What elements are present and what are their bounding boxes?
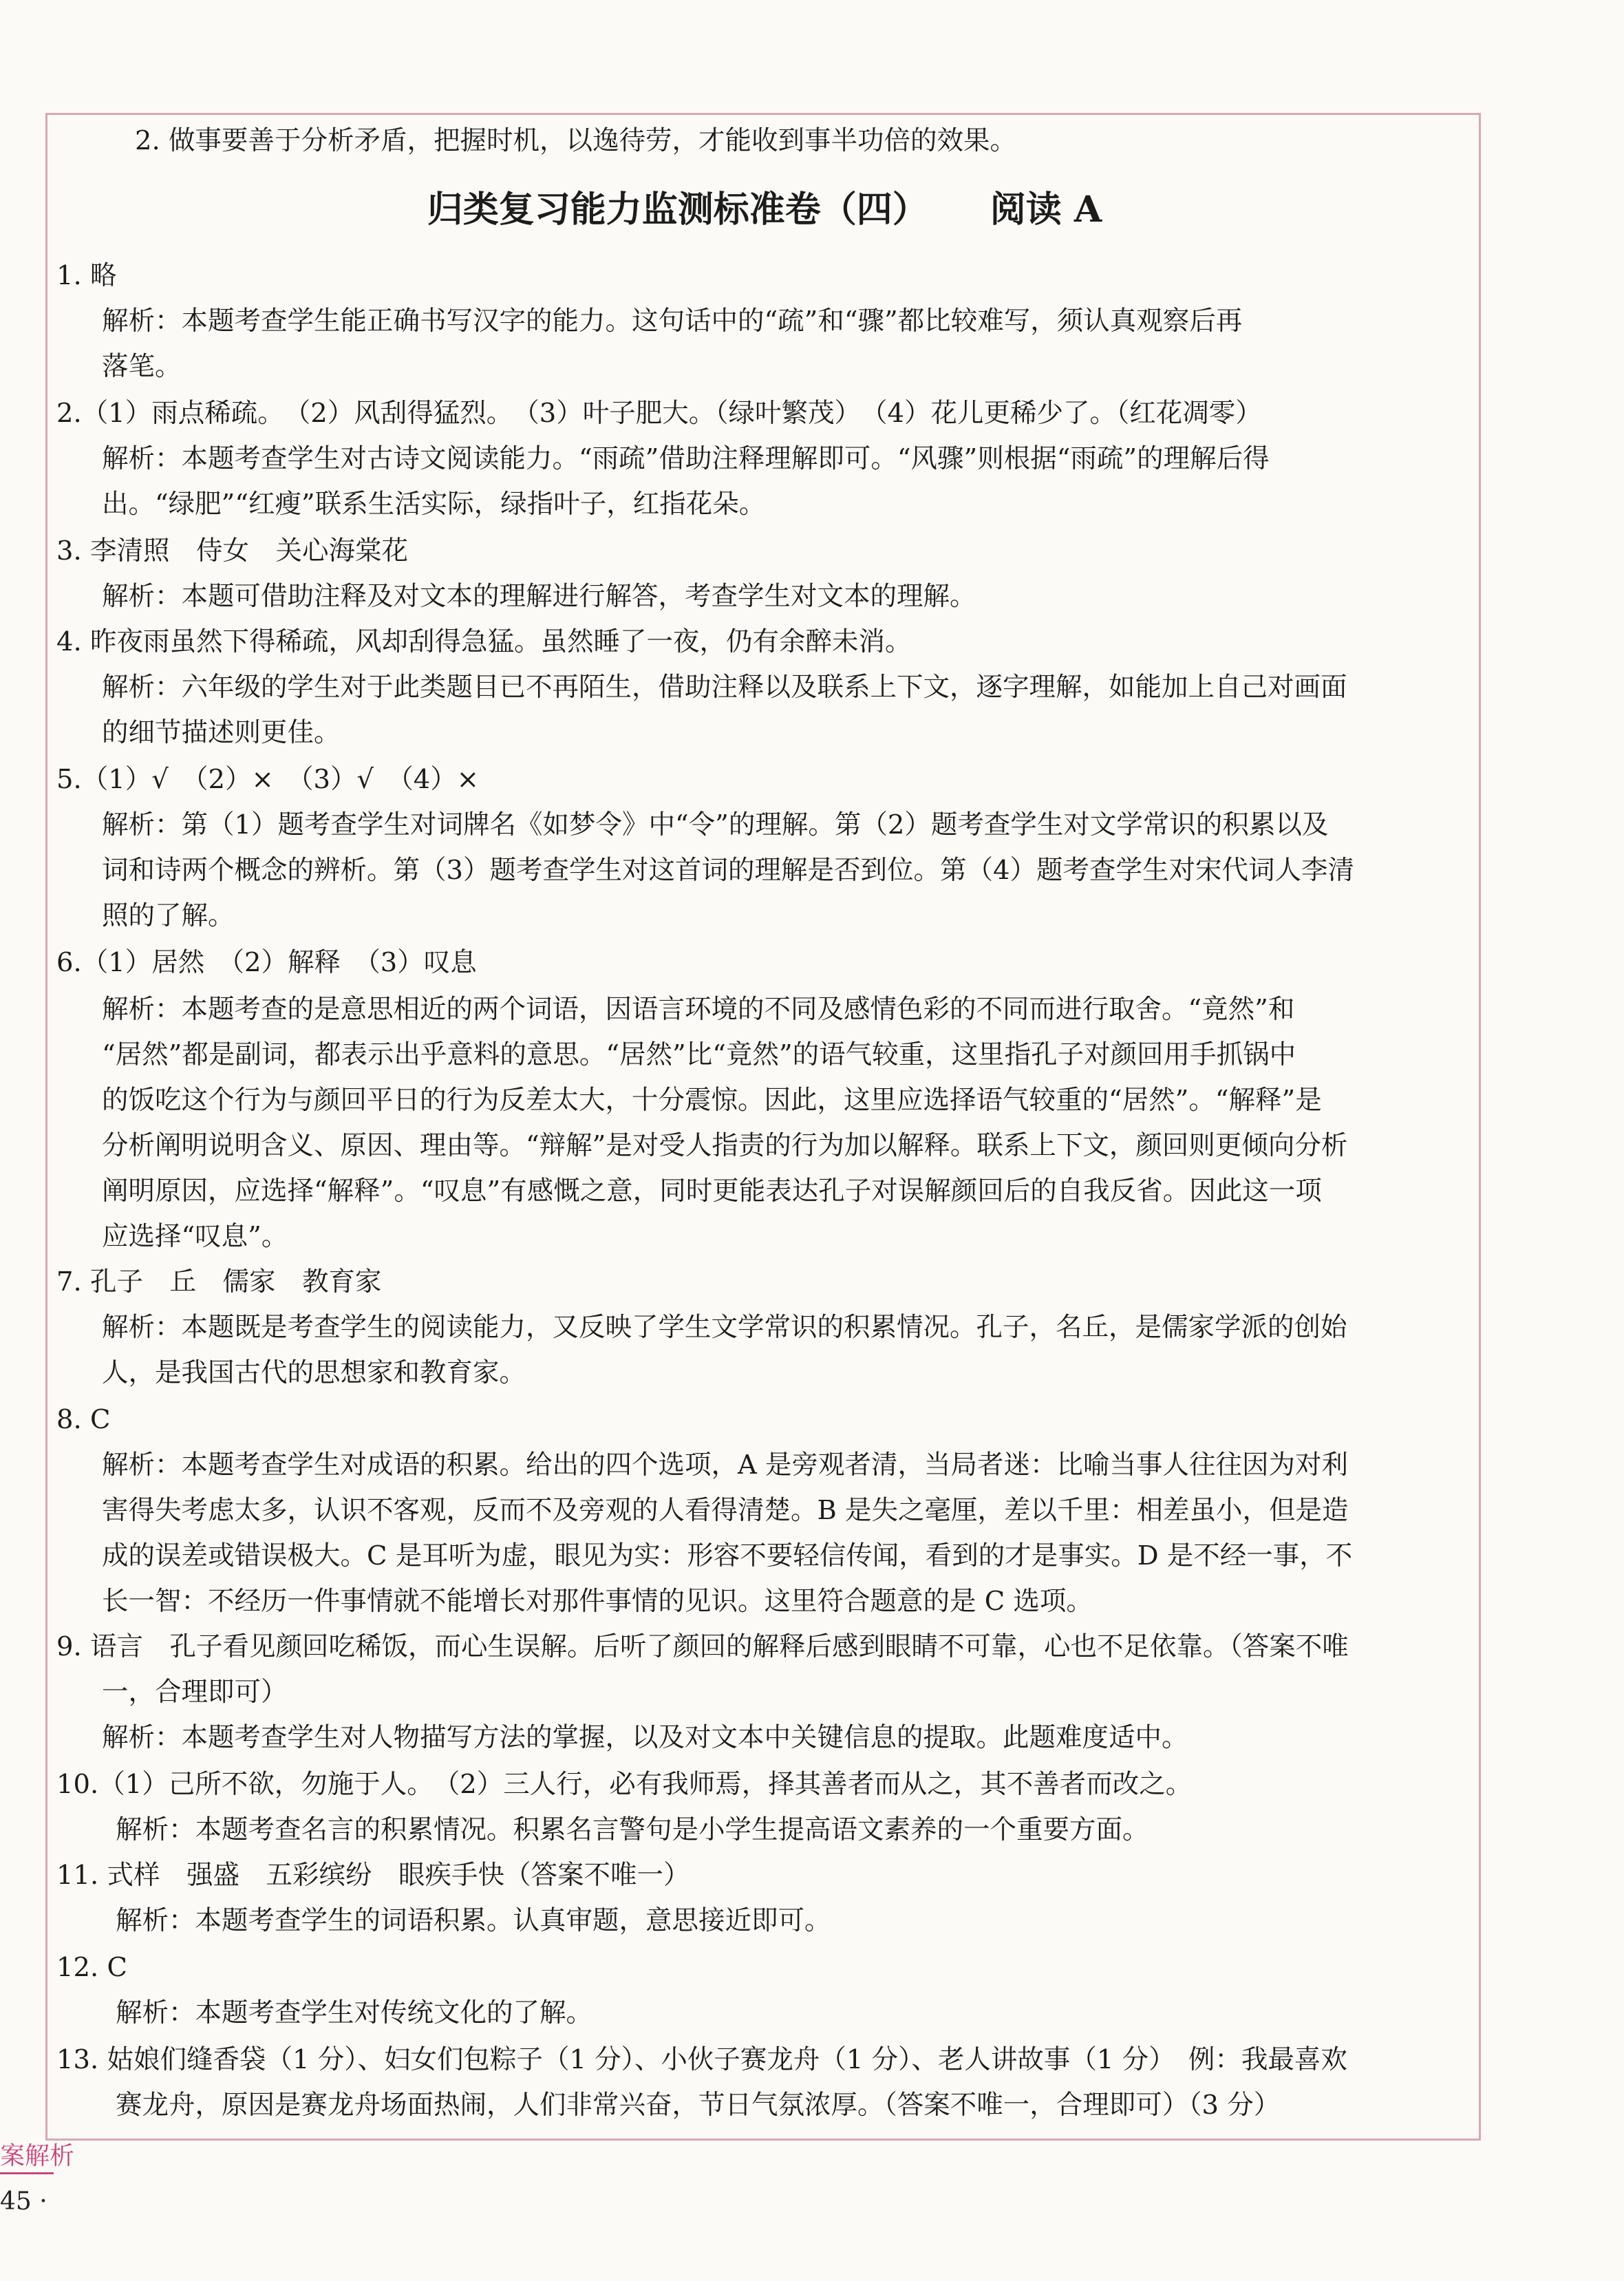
q6-analysis-6: 应选择“叹息”。 [102, 1221, 288, 1252]
page-number: 45 · [0, 2187, 47, 2216]
q6-analysis-5: 阐明原因，应选择“解释”。“叹息”有感慨之意，同时更能表达孔子对误解颜回后的自我反省。因此这一项 [102, 1176, 1322, 1207]
q7-answer: 7. 孔子 丘 儒家 教育家 [56, 1266, 382, 1297]
q5-analysis: 解析：第（1）题考查学生对词牌名《如梦令》中“令”的理解。第（2）题考查学生对文学常识的积累以及 [102, 809, 1329, 840]
q2-analysis: 解析：本题考查学生对古诗文阅读能力。“雨疏”借助注释理解即可。“风骤”则根据“雨疏”的理解后得 [102, 443, 1270, 474]
q6-analysis-4: 分析阐明说明含义、原因、理由等。“辩解”是对受人指责的行为加以解释。联系上下文，颜回则更倾向分析 [102, 1130, 1348, 1161]
q10-analysis: 解析：本题考查名言的积累情况。积累名言警句是小学生提高语文素养的一个重要方面。 [116, 1814, 1149, 1845]
footer-section-label: 案解析 [0, 2142, 75, 2170]
q4-analysis: 解析：六年级的学生对于此类题目已不再陌生，借助注释以及联系上下文，逐字理解，如能加上自己对画面 [102, 672, 1347, 703]
q7-analysis-cont: 人，是我国古代的思想家和教育家。 [102, 1357, 526, 1388]
q6-answer: 6.（1）居然 （2）解释 （3）叹息 [56, 947, 477, 978]
q2-analysis-cont: 出。“绿肥”“红瘦”联系生活实际，绿指叶子，红指花朵。 [102, 489, 766, 520]
page-title [52, 186, 1477, 234]
q9-answer-cont: 一，合理即可） [102, 1677, 288, 1708]
q8-analysis-3: 成的误差或错误极大。C 是耳听为虚，眼见为实：形容不要轻信传闻，看到的才是事实。D 是不经一事，不 [102, 1540, 1353, 1571]
line-intro: 2. 做事要善于分析矛盾，把握时机，以逸待劳，才能收到事半功倍的效果。 [135, 125, 1016, 156]
q1-answer: 1. 略 [56, 260, 117, 291]
q1-analysis: 解析：本题考查学生能正确书写汉字的能力。这句话中的“疏”和“骤”都比较难写，须认真观察后再 [102, 306, 1243, 337]
q3-answer: 3. 李清照 侍女 关心海棠花 [56, 535, 408, 566]
q3-analysis: 解析：本题可借助注释及对文本的理解进行解答，考查学生对文本的理解。 [102, 581, 976, 612]
q9-answer: 9. 语言 孔子看见颜回吃稀饭，而心生误解。后听了颜回的解释后感到眼睛不可靠，心也不足依靠。（答案不唯 [56, 1631, 1349, 1662]
q8-analysis: 解析：本题考查学生对成语的积累。给出的四个选项，A 是旁观者清，当局者迷：比喻当事人往往因为对利 [102, 1450, 1349, 1481]
q2-answer: 2.（1）雨点稀疏。 （2）风刮得猛烈。 （3）叶子肥大。（绿叶繁茂） （4）花儿更稀少了。（红花凋零） [56, 398, 1262, 429]
q13-answer: 13. 姑娘们缝香袋（1 分）、妇女们包粽子（1 分）、小伙子赛龙舟（1 分）、老人讲故事（1 分） 例：我最喜欢 [56, 2044, 1347, 2075]
q11-analysis: 解析：本题考查学生的词语积累。认真审题，意思接近即可。 [116, 1905, 831, 1936]
q5-answer: 5.（1）√ （2）× （3）√ （4）× [56, 764, 480, 795]
q6-analysis-2: “居然”都是副词，都表示出乎意料的意思。“居然”比“竟然”的语气较重，这里指孔子对颜回用手抓锅中 [102, 1039, 1296, 1070]
q4-answer: 4. 昨夜雨虽然下得稀疏，风却刮得急猛。虽然睡了一夜，仍有余醉未消。 [56, 626, 912, 657]
q1-analysis-cont: 落笔。 [102, 351, 182, 382]
q5-analysis-end: 照的了解。 [102, 900, 235, 931]
q10-answer: 10.（1）己所不欲，勿施于人。 （2）三人行，必有我师焉，择其善者而从之，其不善者而改之。 [56, 1769, 1193, 1800]
q6-analysis: 解析：本题考查的是意思相近的两个词语，因语言环境的不同及感情色彩的不同而进行取舍。“竟然”和 [102, 994, 1295, 1025]
q9-analysis: 解析：本题考查学生对人物描写方法的掌握，以及对文本中关键信息的提取。此题难度适中。 [102, 1722, 1188, 1753]
q8-answer: 8. C [56, 1404, 111, 1435]
q4-analysis-cont: 的细节描述则更佳。 [102, 717, 341, 748]
title-main: 归类复习能力监测标准卷（四） [427, 189, 928, 231]
q8-analysis-2: 害得失考虑太多，认识不客观，反而不及旁观的人看得清楚。B 是失之毫厘，差以千里：相差虽小，但是造 [102, 1495, 1349, 1526]
q5-analysis-cont: 词和诗两个概念的辨析。第（3）题考查学生对这首词的理解是否到位。第（4）题考查学生对宋代词人李清 [102, 855, 1354, 886]
q11-answer: 11. 式样 强盛 五彩缤纷 眼疾手快（答案不唯一） [56, 1860, 690, 1891]
q7-analysis: 解析：本题既是考查学生的阅读能力，又反映了学生文学常识的积累情况。孔子，名丘，是儒家学派的创始 [102, 1312, 1347, 1343]
q13-answer-cont: 赛龙舟，原因是赛龙舟场面热闹，人们非常兴奋，节日气氛浓厚。（答案不唯一，合理即可）（3 分） [116, 2090, 1281, 2121]
q12-answer: 12. C [56, 1952, 127, 1983]
q6-analysis-3: 的饭吃这个行为与颜回平日的行为反差太大，十分震惊。因此，这里应选择语气较重的“居然”。“解释”是 [102, 1085, 1322, 1116]
q12-analysis: 解析：本题考查学生对传统文化的了解。 [116, 1997, 593, 2028]
q8-analysis-4: 长一智：不经历一件事情就不能增长对那件事情的见识。这里符合题意的是 C 选项。 [102, 1586, 1093, 1617]
title-sub: 阅读 A [990, 189, 1102, 231]
footer-rule [0, 2172, 54, 2174]
